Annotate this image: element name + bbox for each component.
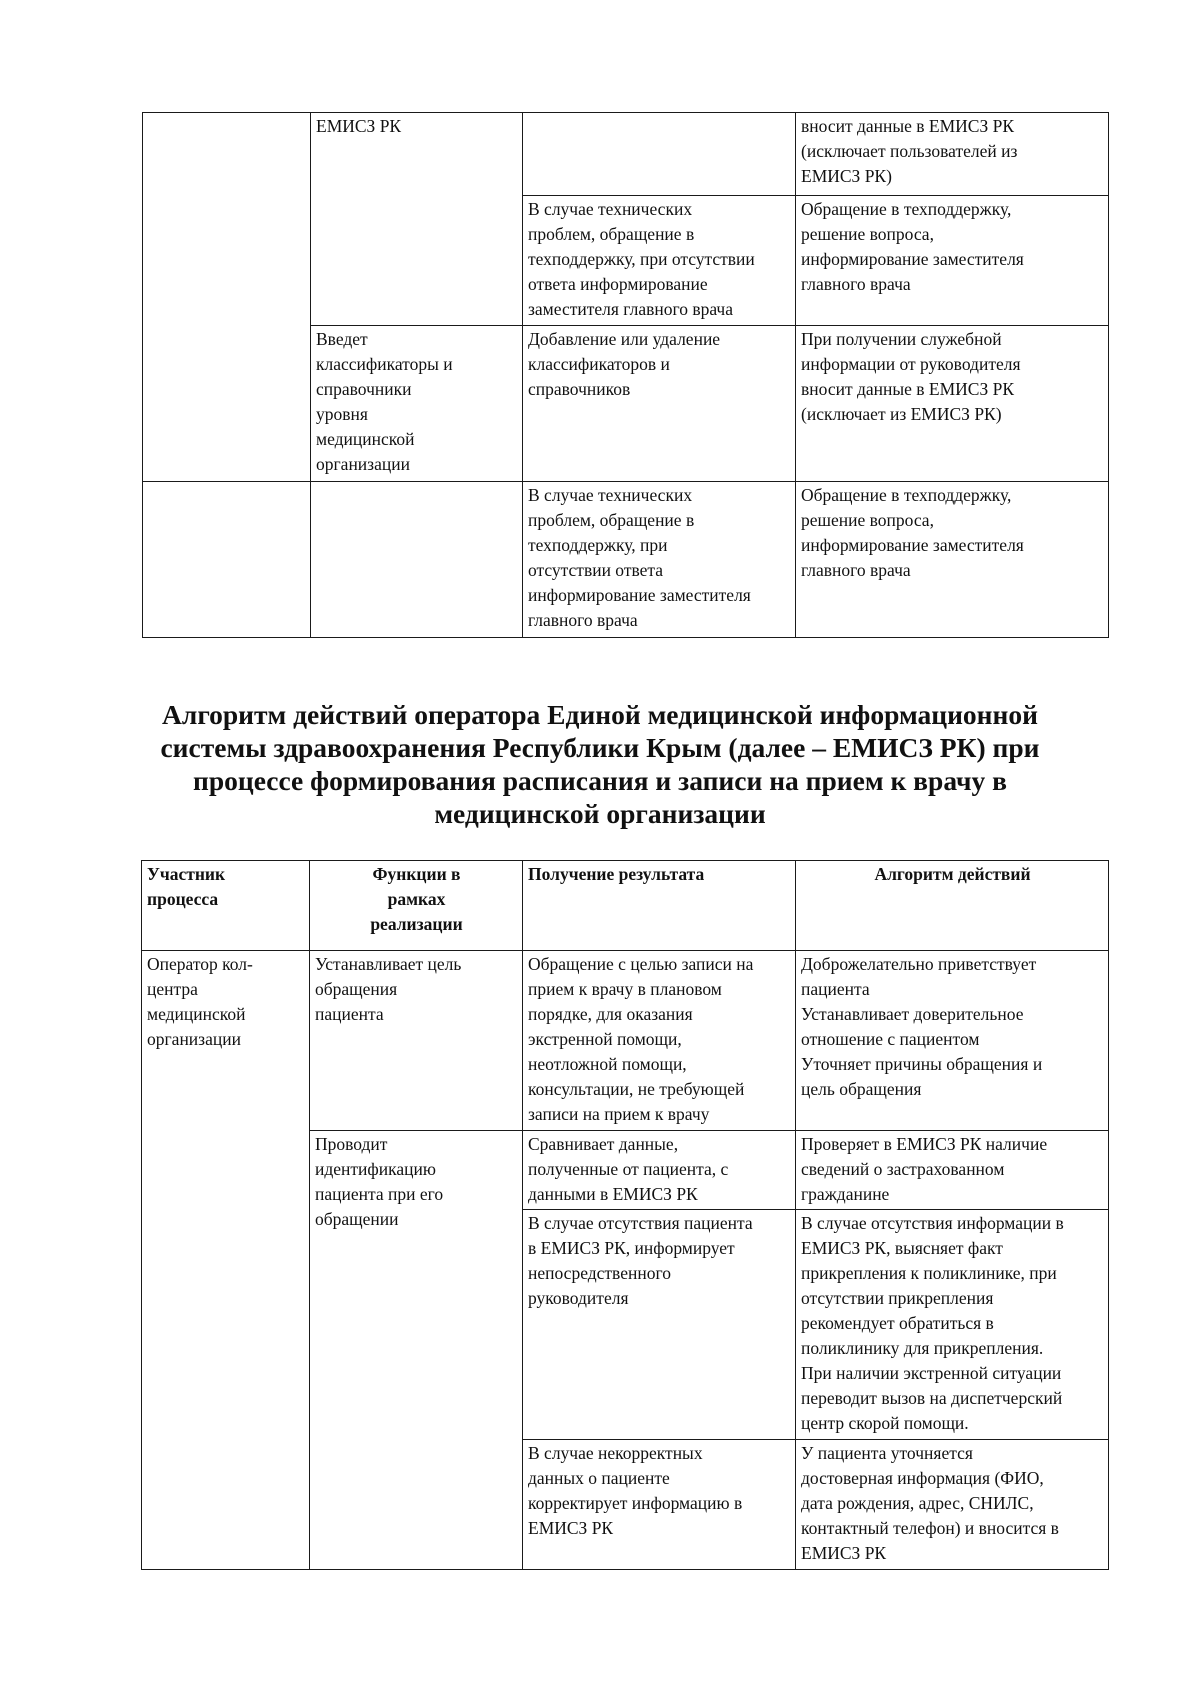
cell-text: Обращение в техподдержку, решение вопроса, информирование заместителя главного врача <box>801 199 1024 294</box>
section-heading <box>150 698 1050 830</box>
heading-line: процессе формирования расписания и записи на прием к врачу в <box>193 765 1007 796</box>
cell-text: В случае некорректных данных о пациенте корректирует информацию в ЕМИСЗ РК <box>528 1443 743 1538</box>
result-cell <box>523 951 796 1131</box>
cell-text: В случае отсутствия пациента в ЕМИСЗ РК, информирует непосредственного руководителя <box>528 1213 753 1308</box>
cell-text: ЕМИСЗ РК <box>316 116 402 136</box>
cell-text: Проверяет в ЕМИСЗ РК наличие сведений о застрахованном гражданине <box>801 1134 1048 1204</box>
result-cell <box>523 482 796 638</box>
table-header-row <box>142 861 1109 951</box>
function-cell <box>311 113 523 326</box>
cell-text: вносит данные в ЕМИСЗ РК (исключает пользователей из ЕМИСЗ РК) <box>801 116 1018 186</box>
result-cell <box>523 1440 796 1570</box>
cell-text: Доброжелательно приветствует пациента Устанавливает доверительное отношение с пациентом Уточняет причины обращения и цель обращения <box>801 954 1043 1099</box>
cell-text: Сравнивает данные, полученные от пациента, с данными в ЕМИСЗ РК <box>528 1134 729 1204</box>
participant-cell <box>142 951 310 1570</box>
algorithm-cell <box>796 196 1109 326</box>
cell-text: Введет классификаторы и справочники уровня медицинской организации <box>316 329 453 474</box>
header-text: Участник процесса <box>147 864 226 909</box>
participant-cell <box>143 326 311 482</box>
header-text: Функции в рамках реализации <box>370 864 463 934</box>
result-cell <box>523 113 796 196</box>
algorithm-cell <box>796 951 1109 1131</box>
function-cell <box>311 482 523 638</box>
header-algorithm <box>796 861 1109 951</box>
cell-text: У пациента уточняется достоверная информация (ФИО, дата рождения, адрес, СНИЛС, контактный телефон) и вносится в ЕМИСЗ РК <box>801 1443 1059 1563</box>
algorithm-cell <box>796 1210 1109 1440</box>
header-participant <box>142 861 310 951</box>
result-cell <box>523 1210 796 1440</box>
algorithm-cell <box>796 113 1109 196</box>
participant-cell <box>143 482 311 638</box>
result-cell <box>523 196 796 326</box>
heading-line: системы здравоохранения Республики Крым (далее – ЕМИСЗ РК) при <box>160 732 1040 763</box>
cell-text: Обращение в техподдержку, решение вопроса, информирование заместителя главного врача <box>801 485 1024 580</box>
continuation-table <box>142 112 1109 638</box>
cell-text: Проводит идентификацию пациента при его обращении <box>315 1134 444 1229</box>
algorithm-cell <box>796 1440 1109 1570</box>
header-result <box>523 861 796 951</box>
result-cell <box>523 1131 796 1210</box>
algorithm-table <box>141 860 1109 1570</box>
cell-text: Добавление или удаление классификаторов и справочников <box>528 329 721 399</box>
heading-line: Алгоритм действий оператора Единой медицинской информационной <box>162 699 1038 730</box>
function-cell <box>310 1131 523 1570</box>
function-cell <box>310 951 523 1131</box>
cell-text: В случае технических проблем, обращение в техподдержку, при отсутствии ответа информирование заместителя главного врача <box>528 199 755 319</box>
table-row <box>142 951 1109 1131</box>
algorithm-cell <box>796 482 1109 638</box>
algorithm-cell <box>796 1131 1109 1210</box>
header-functions <box>310 861 523 951</box>
cell-text: Обращение с целью записи на прием к врачу в плановом порядке, для оказания экстренной помощи, неотложной помощи, консультации, не требующей записи на прием к врачу <box>528 954 754 1124</box>
cell-text: При получении служебной информации от руководителя вносит данные в ЕМИСЗ РК (исключает из ЕМИСЗ РК) <box>801 329 1021 424</box>
table-row <box>143 326 1109 482</box>
header-text: Алгоритм действий <box>874 864 1031 884</box>
result-cell <box>523 326 796 482</box>
cell-text: В случае технических проблем, обращение в техподдержку, при отсутствии ответа информирование заместителя главного врача <box>528 485 751 630</box>
cell-text: Устанавливает цель обращения пациента <box>315 954 462 1024</box>
table-row <box>143 113 1109 196</box>
function-cell <box>311 326 523 482</box>
algorithm-cell <box>796 326 1109 482</box>
cell-text: В случае отсутствия информации в ЕМИСЗ РК, выясняет факт прикрепления к поликлинике, при отсутствии прикрепления рекомендует обратиться в поликлинику для прикрепления. При наличии экстренной ситуации переводит вызов на диспетчерский центр скорой помощи. <box>801 1213 1064 1433</box>
cell-text: Оператор кол- центра медицинской организации <box>147 954 253 1049</box>
header-text: Получение результата <box>528 864 705 884</box>
table-row <box>143 482 1109 638</box>
participant-cell <box>143 113 311 326</box>
heading-line: медицинской организации <box>434 798 766 829</box>
